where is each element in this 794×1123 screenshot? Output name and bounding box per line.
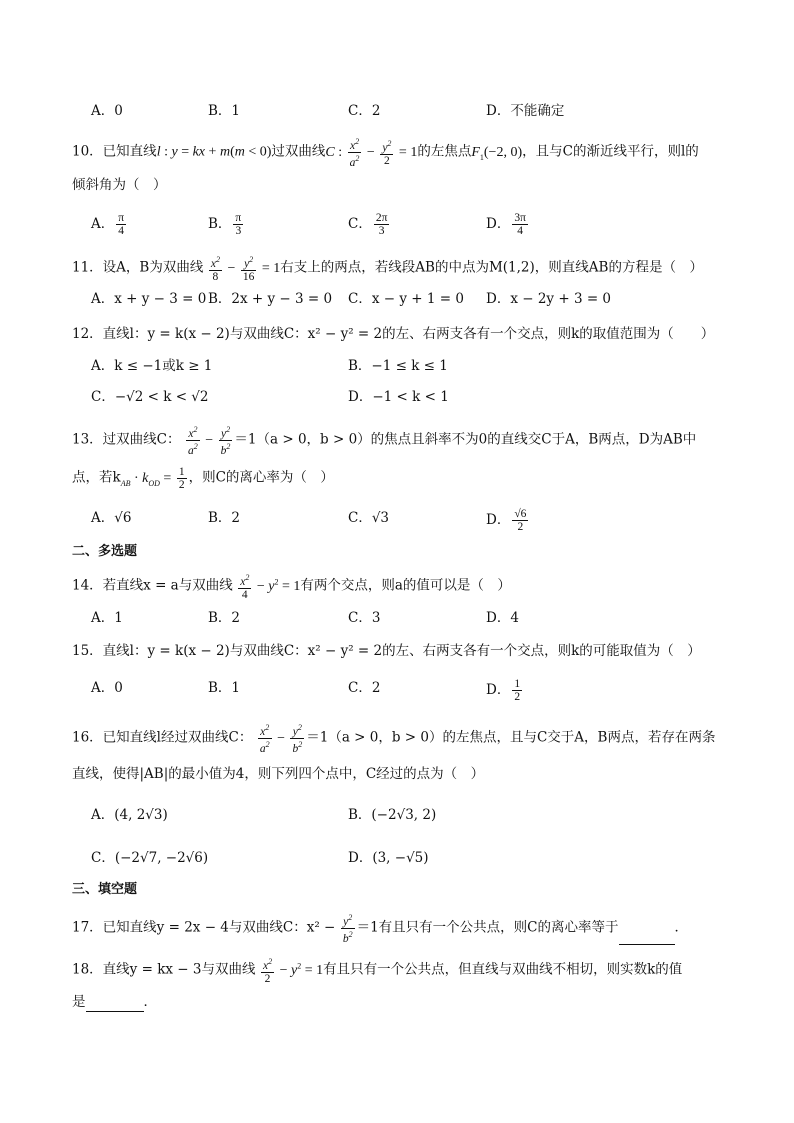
q16-hyperbola: $\frac{x^2}{a^2}$ − $\frac{y^2}{b^2}$	[259, 723, 303, 755]
q9-option-a: A．0	[91, 103, 123, 119]
q14-stem	[72, 572, 511, 601]
q15-option-b: B．1	[208, 680, 241, 696]
q11-option-b: B．2x + y − 3 = 0	[208, 291, 333, 307]
q14-option-a: A．1	[91, 610, 123, 626]
q11-text: 11．设A，B为双曲线	[72, 259, 204, 276]
q18-answer-blank[interactable]	[86, 997, 144, 1012]
q10-text: 10．已知直线	[72, 143, 157, 160]
q16-option-a: A．(4, 2√3)	[91, 807, 168, 823]
q13-option-a: A．√6	[91, 510, 132, 526]
q14-option-d: D．4	[486, 610, 519, 626]
q14-text-post: 有两个交点，则a的值可以是（ ）	[300, 577, 511, 594]
q10-option-b: B． $\frac{\pi}{3}$	[208, 212, 242, 237]
q13-text2-post: ，则C的离心率为（ ）	[188, 469, 334, 486]
q14-option-c: C．3	[348, 610, 381, 626]
q18-text: 18．直线y = kx − 3与双曲线	[72, 961, 256, 978]
q13-text: 13．过双曲线C：	[72, 431, 181, 448]
section-multiple-choice: 二、多选题	[72, 544, 138, 559]
q10-option-a: A． $\frac{\pi}{4}$	[91, 212, 125, 237]
q18-text-post: 有且只有一个公共点，但直线与双曲线不相切，则实数k的值	[323, 961, 683, 978]
q10-line2: 倾斜角为（ ）	[72, 177, 167, 193]
q17-text-end: ．	[674, 919, 689, 936]
q16-line2: 直线，使得|AB|的最小值为4，则下列四个点中，C经过的点为（ ）	[72, 766, 485, 782]
q16-line1	[72, 722, 715, 755]
q13-slope-product: $_{AB} \cdot k_{OD}$ = $\frac{1}{2}$	[120, 466, 185, 491]
q13-line1	[72, 424, 696, 457]
q9-option-b: B．1	[208, 103, 241, 119]
q18-hyperbola: $\frac{x^2}{2}$ − $y^2 = 1$	[262, 957, 324, 985]
q11-option-c: C．x − y + 1 = 0	[348, 291, 464, 307]
q17-text: 17．已知直线y = 2x − 4与双曲线C：x² −	[72, 919, 336, 936]
q18-line1	[72, 956, 682, 985]
q10-text-post: 的左焦点	[417, 143, 472, 160]
q10-text-mid: 过双曲线	[271, 143, 326, 160]
q9-option-d: D．不能确定	[486, 103, 565, 119]
q17-stem	[72, 912, 688, 945]
q10-line1	[72, 136, 699, 169]
q9-option-c: C．2	[348, 103, 381, 119]
q17-answer-blank[interactable]	[619, 930, 675, 945]
q14-option-b: B．2	[208, 610, 241, 626]
q12-stem: 12．直线l：y = k(x − 2)与双曲线C：x² − y² = 2的左、右两支各有一个交点，则k的取值范围为（ ）	[72, 326, 715, 342]
q13-option-d: D． $\frac{√6}{2}$	[486, 508, 527, 533]
q12-option-d: D．−1 < k < 1	[348, 389, 449, 405]
q12-option-c: C．−√2 < k < √2	[91, 389, 209, 405]
q15-option-c: C．2	[348, 680, 381, 696]
q11-stem	[72, 254, 703, 283]
q16-option-d: D．(3, −√5)	[348, 850, 429, 866]
q13-text2: 点，若k	[72, 469, 121, 486]
q16-text-post: ＝1（a > 0，b > 0）的左焦点，且与C交于A，B两点，若存在两条	[306, 729, 716, 746]
q15-stem: 15．直线l：y = k(x − 2)与双曲线C：x² − y² = 2的左、右两支各有一个交点，则k的可能取值为（ ）	[72, 643, 701, 659]
q13-option-c: C．√3	[348, 510, 390, 526]
q18-text2-end: ．	[143, 994, 157, 1010]
q14-text: 14．若直线x = a与双曲线	[72, 577, 233, 594]
q17-text-post: ＝1有且只有一个公共点，则C的离心率等于	[356, 919, 619, 936]
section-fill-in: 三、填空题	[72, 882, 138, 897]
q10-hyperbola: C : $\frac{x^2}{a^2}$ − $\frac{y^2}{2}$ = 1	[325, 137, 418, 169]
q13-text-post: ＝1（a > 0，b > 0）的焦点且斜率不为0的直线交C于A，B两点，D为AB中	[234, 431, 697, 448]
q16-text: 16．已知直线l经过双曲线C：	[72, 729, 253, 746]
q11-option-a: A．x + y − 3 = 0	[91, 291, 207, 307]
q13-hyperbola: $\frac{x^2}{a^2}$ − $\frac{y^2}{b^2}$	[188, 425, 231, 457]
q11-hyperbola: $\frac{x^2}{8}$ − $\frac{y^2}{16}$ = 1	[210, 255, 281, 283]
q10-line-equation: l : y = kx + m(m < 0)	[156, 144, 272, 160]
q18-text2: 是	[72, 994, 86, 1010]
q11-option-d: D．x − 2y + 3 = 0	[486, 291, 612, 307]
q10-option-d: D． $\frac{3\pi}{4}$	[486, 212, 526, 237]
q10-focus: $F_1(-2$, 0)	[471, 144, 523, 162]
q10-text-end: ，且与C的渐近线平行，则l的	[522, 143, 699, 160]
q14-hyperbola: $\frac{x^2}{4}$ − $y^2 = 1$	[240, 573, 301, 601]
q18-line2	[72, 992, 157, 1012]
q15-option-d: D． $\frac{1}{2}$	[486, 678, 521, 703]
q10-option-c: C． $\frac{2\pi}{3}$	[348, 212, 388, 237]
q12-option-b: B．−1 ≤ k ≤ 1	[348, 358, 448, 374]
q15-option-a: A．0	[91, 680, 123, 696]
q13-option-b: B．2	[208, 510, 241, 526]
q16-option-b: B．(−2√3, 2)	[348, 807, 437, 823]
q11-text-post: 右支上的两点，若线段AB的中点为M(1,2)，则直线AB的方程是（ ）	[280, 259, 703, 276]
q12-option-a: A．k ≤ −1或k ≥ 1	[91, 358, 213, 374]
q13-line2	[72, 466, 334, 494]
q16-option-c: C．(−2√7, −2√6)	[91, 850, 209, 866]
q17-fraction: $\frac{y^2}{b^2}$	[342, 913, 353, 945]
